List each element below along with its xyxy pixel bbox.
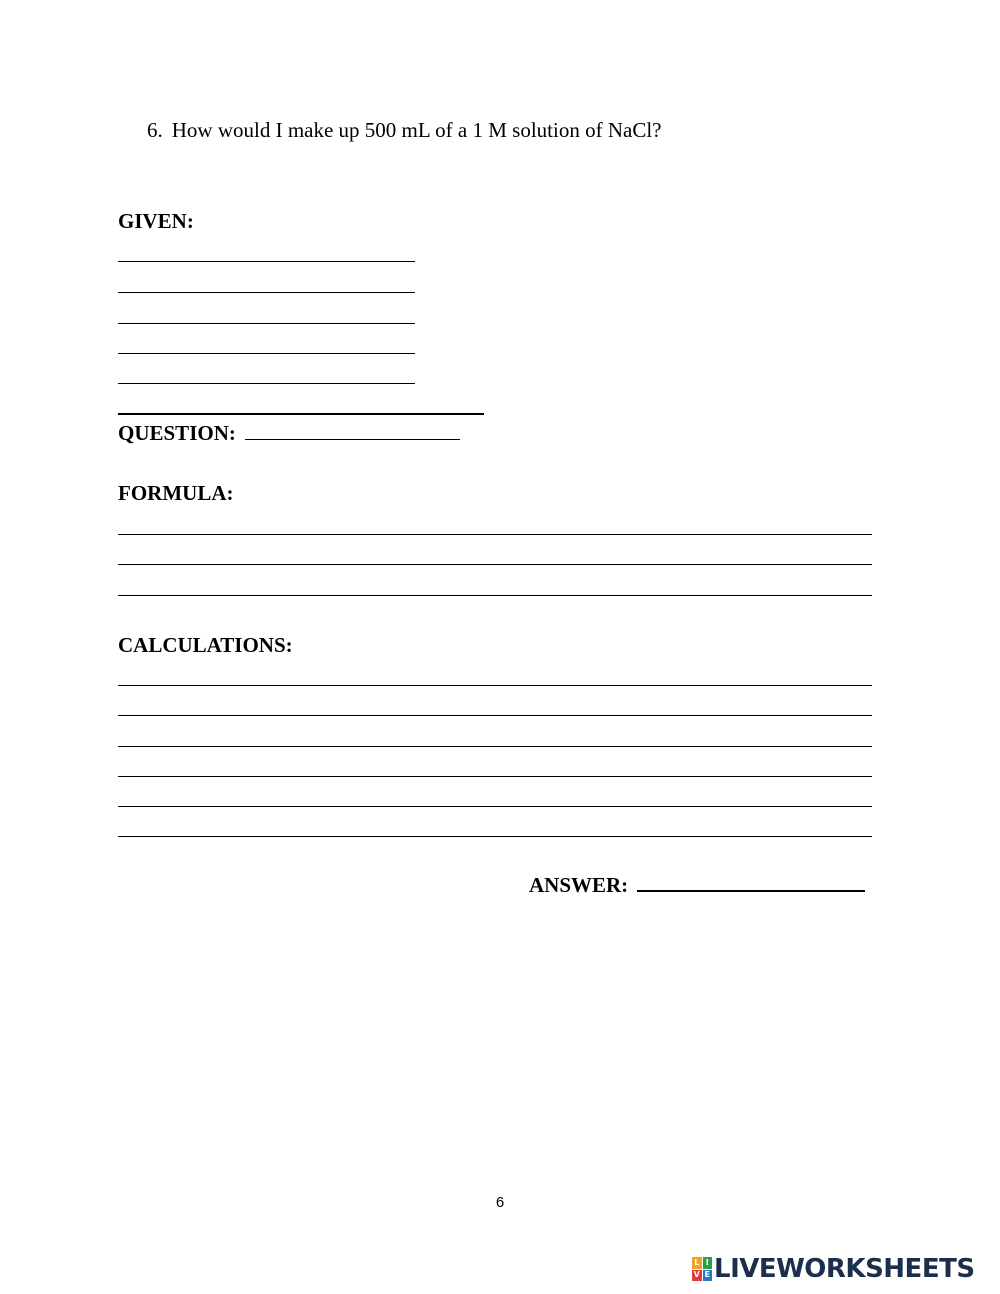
given-label: GIVEN: (118, 209, 194, 233)
liveworksheets-logo-icon (692, 1257, 712, 1281)
given-answer-line-2[interactable] (118, 292, 415, 293)
question-label-row (118, 421, 460, 446)
question-label: QUESTION: (118, 421, 236, 445)
liveworksheets-logo[interactable] (692, 1253, 975, 1285)
question-text: How would I make up 500 mL of a 1 M solution of NaCl? (171, 118, 662, 142)
calculations-label: CALCULATIONS: (118, 633, 293, 657)
given-answer-line-1[interactable] (118, 261, 415, 262)
formula-answer-line-1[interactable] (118, 534, 872, 535)
logo-tile-e: E (703, 1270, 713, 1282)
calculations-answer-line-2[interactable] (118, 715, 872, 716)
logo-tile-i: I (703, 1257, 713, 1269)
formula-answer-line-3[interactable] (118, 595, 872, 596)
formula-label: FORMULA: (118, 481, 234, 505)
calculations-answer-line-4[interactable] (118, 776, 872, 777)
calculations-answer-line-5[interactable] (118, 806, 872, 807)
calculations-answer-line-6[interactable] (118, 836, 872, 837)
given-answer-line-3[interactable] (118, 323, 415, 324)
liveworksheets-wordmark: LIVEWORKSHEETS (714, 1254, 975, 1284)
given-answer-line-4[interactable] (118, 353, 415, 354)
question-number: 6. (147, 118, 163, 142)
page-number: 6 (495, 1194, 505, 1211)
logo-tile-l: L (692, 1257, 702, 1269)
question-prompt (147, 118, 662, 143)
given-separator-line (118, 413, 484, 415)
logo-tile-v: V (693, 1270, 700, 1280)
calculations-answer-line-3[interactable] (118, 746, 872, 747)
question-answer-line[interactable] (245, 438, 460, 440)
formula-answer-line-2[interactable] (118, 564, 872, 565)
answer-row (529, 873, 865, 898)
answer-label: ANSWER: (529, 873, 629, 897)
calculations-answer-line-1[interactable] (118, 685, 872, 686)
given-answer-line-5[interactable] (118, 383, 415, 384)
answer-input-line[interactable] (637, 889, 865, 892)
